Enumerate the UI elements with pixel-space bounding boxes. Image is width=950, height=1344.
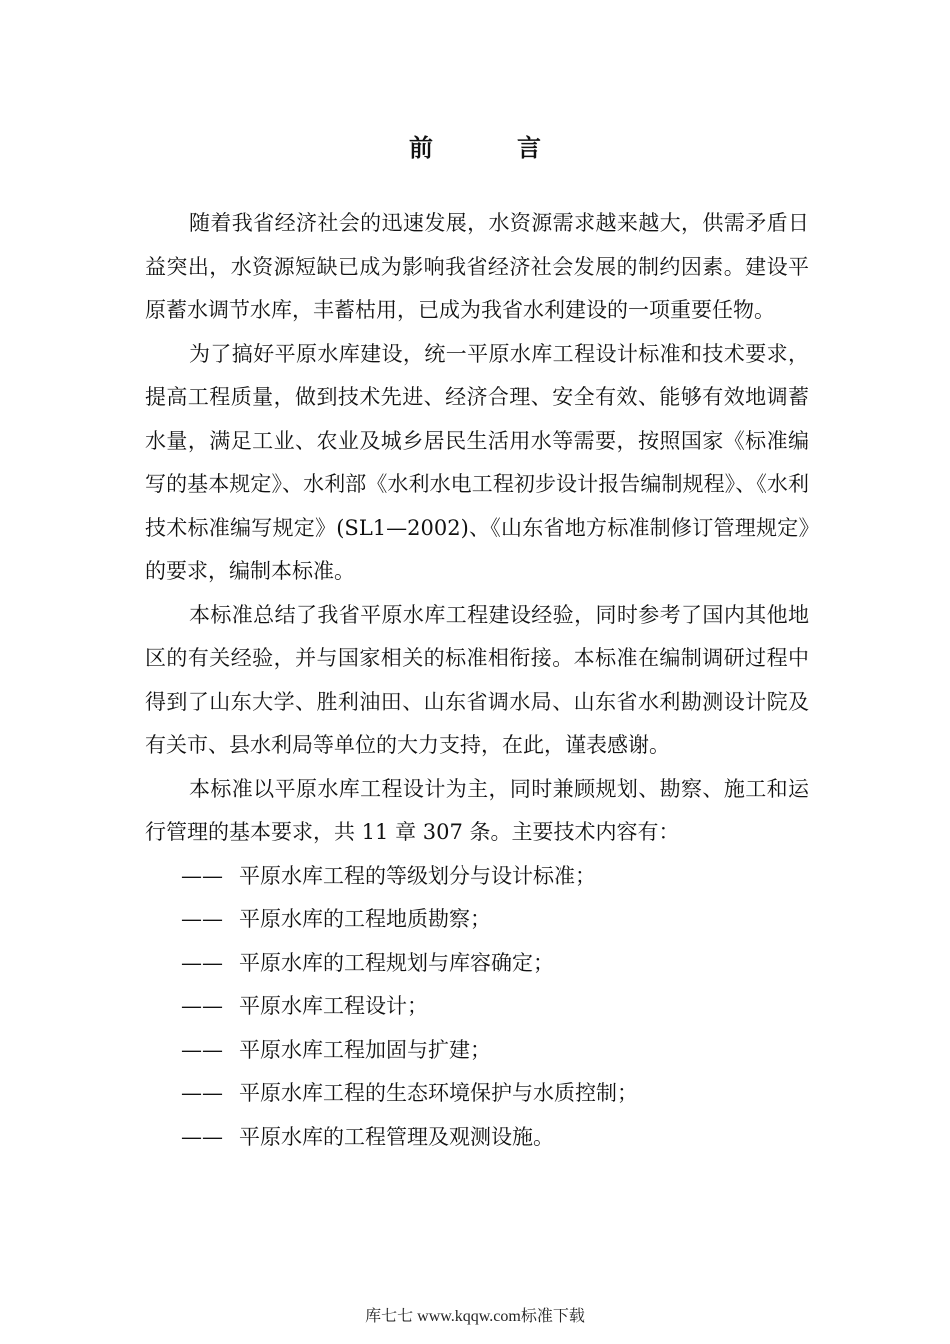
list-dash: ——	[181, 907, 223, 931]
paragraph-intro: 随着我省经济社会的迅速发展，水资源需求越来越大，供需矛盾日益突出，水资源短缺已成为影响我省经济社会发展的制约因素。建设平原蓄水调节水库，丰蓄枯用，已成为我省水利建设的一项重要任物。	[145, 211, 809, 322]
list-dash: ——	[181, 863, 223, 888]
list-dash: ——	[181, 1081, 223, 1105]
paragraph-purpose: 为了搞好平原水库建设，统一平原水库工程设计标准和技术要求，提高工程质量，做到技术先进、经济合理、安全有效、能够有效地调蓄水量，满足工业、农业及城乡居民生活用水等需要，按照国家《标准编写的基本规定》、水利部《水利水电工程初步设计报告编制规程》、《水利技术标准编写规定》(SL1—2002)、《山东省地方标准制修订管理规定》的要求，编制本标准。	[145, 341, 809, 583]
list-dash: ——	[181, 1037, 223, 1062]
list-item: —— 平原水库的工程规划与库容确定；	[145, 942, 809, 986]
footer-watermark: 库七七 www.kqqw.com标准下载	[365, 1308, 585, 1325]
list-item: —— 平原水库工程加固与扩建；	[145, 1029, 809, 1073]
technical-contents-list	[145, 855, 809, 1160]
document-body	[145, 202, 809, 1159]
list-item: —— 平原水库工程设计；	[145, 985, 809, 1029]
list-dash: ——	[181, 1124, 223, 1149]
paragraph-scope: 本标准以平原水库工程设计为主，同时兼顾规划、勘察、施工和运行管理的基本要求，共 11 章 307 条。主要技术内容有：	[145, 776, 809, 844]
list-item: —— 平原水库的工程地质勘察；	[145, 898, 809, 942]
list-item: —— 平原水库工程的生态环境保护与水质控制；	[145, 1072, 809, 1116]
page-title: 前 言	[409, 133, 571, 163]
list-item: —— 平原水库的工程管理及观测设施。	[145, 1116, 809, 1160]
list-dash: ——	[181, 950, 223, 975]
list-item: —— 平原水库工程的等级划分与设计标准；	[145, 855, 809, 899]
list-dash: ——	[181, 994, 223, 1018]
paragraph-acknowledgement: 本标准总结了我省平原水库工程建设经验，同时参考了国内其他地区的有关经验，并与国家相关的标准相衔接。本标准在编制调研过程中得到了山东大学、胜利油田、山东省调水局、山东省水利勘测设计院及有关市、县水利局等单位的大力支持，在此，谨表感谢。	[145, 602, 809, 757]
